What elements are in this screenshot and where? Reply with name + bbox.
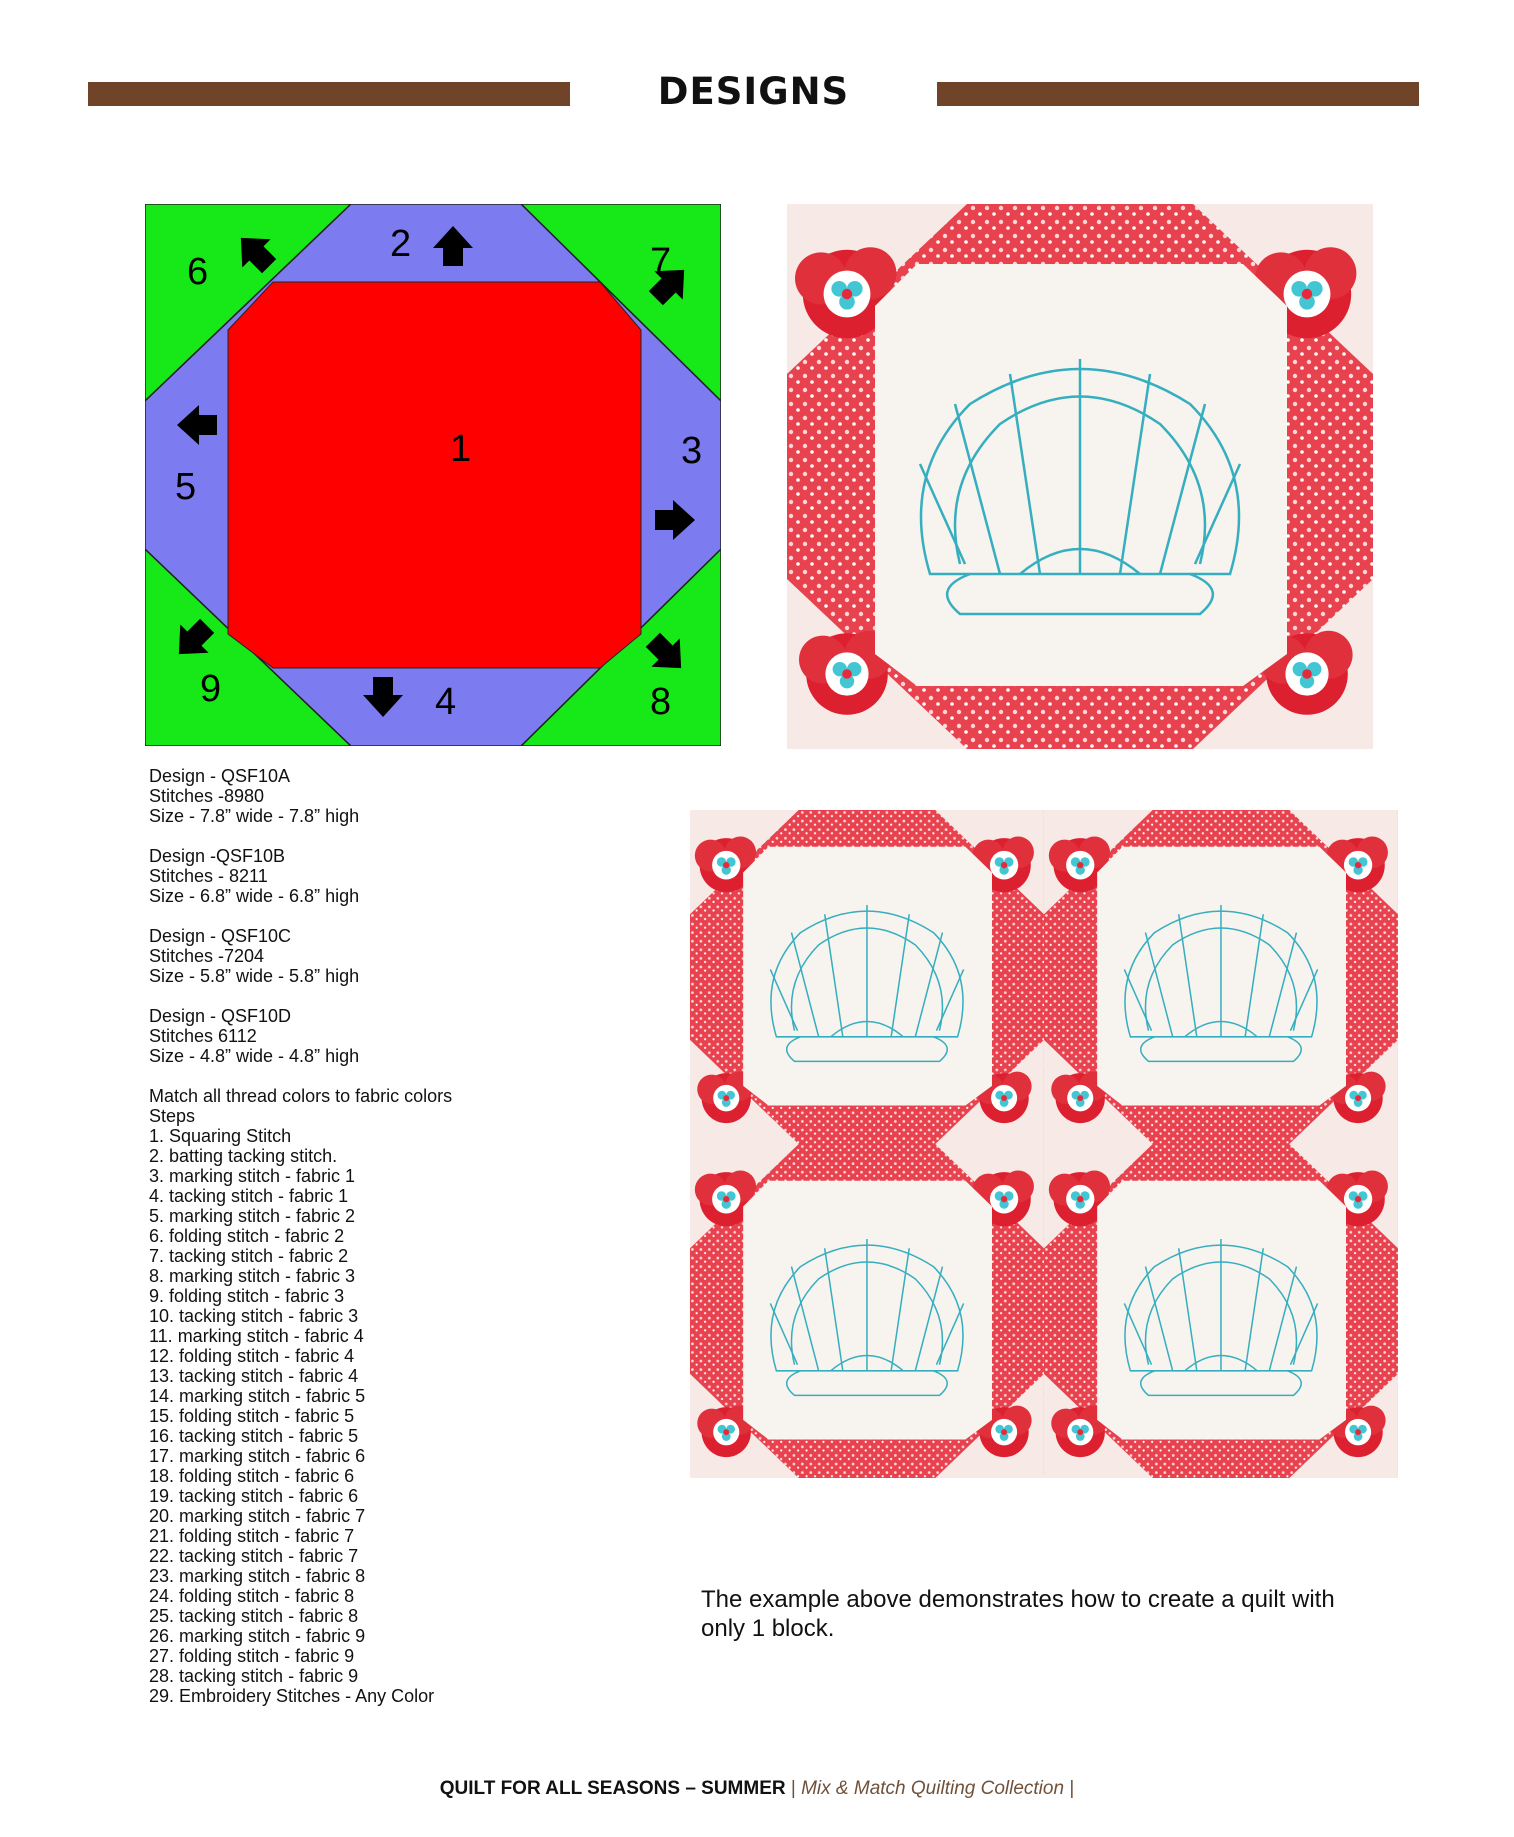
step-item: 19. tacking stitch - fabric 6	[149, 1486, 359, 1506]
steps-list	[149, 1086, 452, 1706]
step-item: 23. marking stitch - fabric 8	[149, 1566, 366, 1586]
header-rule-right	[937, 82, 1419, 106]
step-item: 9. folding stitch - fabric 3	[149, 1286, 345, 1306]
label-3: 3	[681, 430, 703, 472]
step-item: 5. marking stitch - fabric 2	[149, 1206, 356, 1226]
step-item: 14. marking stitch - fabric 5	[149, 1386, 366, 1406]
label-4: 4	[435, 681, 457, 723]
header-rule-left	[88, 82, 570, 106]
step-item: 22. tacking stitch - fabric 7	[149, 1546, 359, 1566]
step-item: 10. tacking stitch - fabric 3	[149, 1306, 359, 1326]
step-item: 6. folding stitch - fabric 2	[149, 1226, 345, 1246]
four-block-quilt-photo	[690, 810, 1398, 1478]
label-7: 7	[650, 241, 672, 283]
label-5: 5	[175, 466, 197, 508]
design-spec-a: Design - QSF10A Stitches -8980 Size - 7.8” wide - 7.8” high	[149, 766, 360, 826]
step-item: 12. folding stitch - fabric 4	[149, 1346, 355, 1366]
step-item: 2. batting tacking stitch.	[149, 1146, 338, 1166]
step-item: 28. tacking stitch - fabric 9	[149, 1666, 359, 1686]
step-item: 29. Embroidery Stitches - Any Color	[149, 1686, 435, 1706]
step-item: 25. tacking stitch - fabric 8	[149, 1606, 359, 1626]
step-item: 7. tacking stitch - fabric 2	[149, 1246, 349, 1266]
step-item: 26. marking stitch - fabric 9	[149, 1626, 366, 1646]
design-spec-b: Design -QSF10B Stitches - 8211 Size - 6.8” wide - 6.8” high	[149, 846, 360, 906]
step-item: 21. folding stitch - fabric 7	[149, 1526, 355, 1546]
step-item: 16. tacking stitch - fabric 5	[149, 1426, 359, 1446]
step-item: 15. folding stitch - fabric 5	[149, 1406, 355, 1426]
step-item: 17. marking stitch - fabric 6	[149, 1446, 366, 1466]
step-item: 24. folding stitch - fabric 8	[149, 1586, 355, 1606]
step-item: 8. marking stitch - fabric 3	[149, 1266, 356, 1286]
step-item: 13. tacking stitch - fabric 4	[149, 1366, 359, 1386]
label-1: 1	[450, 428, 472, 470]
page-title: DESIGNS	[657, 70, 850, 113]
design-spec-d: Design - QSF10D Stitches 6112 Size - 4.8” wide - 4.8” high	[149, 1006, 360, 1066]
step-item: 3. marking stitch - fabric 1	[149, 1166, 356, 1186]
page-footer	[0, 1778, 1514, 1800]
label-8: 8	[650, 681, 672, 723]
step-item: 27. folding stitch - fabric 9	[149, 1646, 355, 1666]
footer-trailing-separator: |	[1069, 1778, 1075, 1799]
step-item: 18. folding stitch - fabric 6	[149, 1466, 355, 1486]
match-note: Match all thread colors to fabric colors	[149, 1086, 453, 1106]
step-item: 20. marking stitch - fabric 7	[149, 1506, 366, 1526]
label-2: 2	[390, 223, 412, 265]
footer-collection: Mix & Match Quilting Collection	[801, 1778, 1065, 1799]
step-item: 1. Squaring Stitch	[149, 1126, 292, 1146]
single-block-photo	[787, 204, 1373, 749]
step-item: 11. marking stitch - fabric 4	[149, 1326, 364, 1346]
piecing-diagram	[145, 204, 721, 746]
label-9: 9	[200, 668, 222, 710]
step-item: 4. tacking stitch - fabric 1	[149, 1186, 349, 1206]
design-spec-c: Design - QSF10C Stitches -7204 Size - 5.8” wide - 5.8” high	[149, 926, 360, 986]
footer-book-title: QUILT FOR ALL SEASONS – SUMMER	[439, 1778, 786, 1799]
example-note: The example above demonstrates how to create a quilt with only 1 block.	[701, 1586, 1335, 1642]
label-6: 6	[187, 251, 209, 293]
steps-heading: Steps	[149, 1106, 196, 1126]
center-piece	[228, 282, 641, 668]
footer-separator: |	[790, 1778, 796, 1799]
design-specs	[149, 766, 452, 1706]
